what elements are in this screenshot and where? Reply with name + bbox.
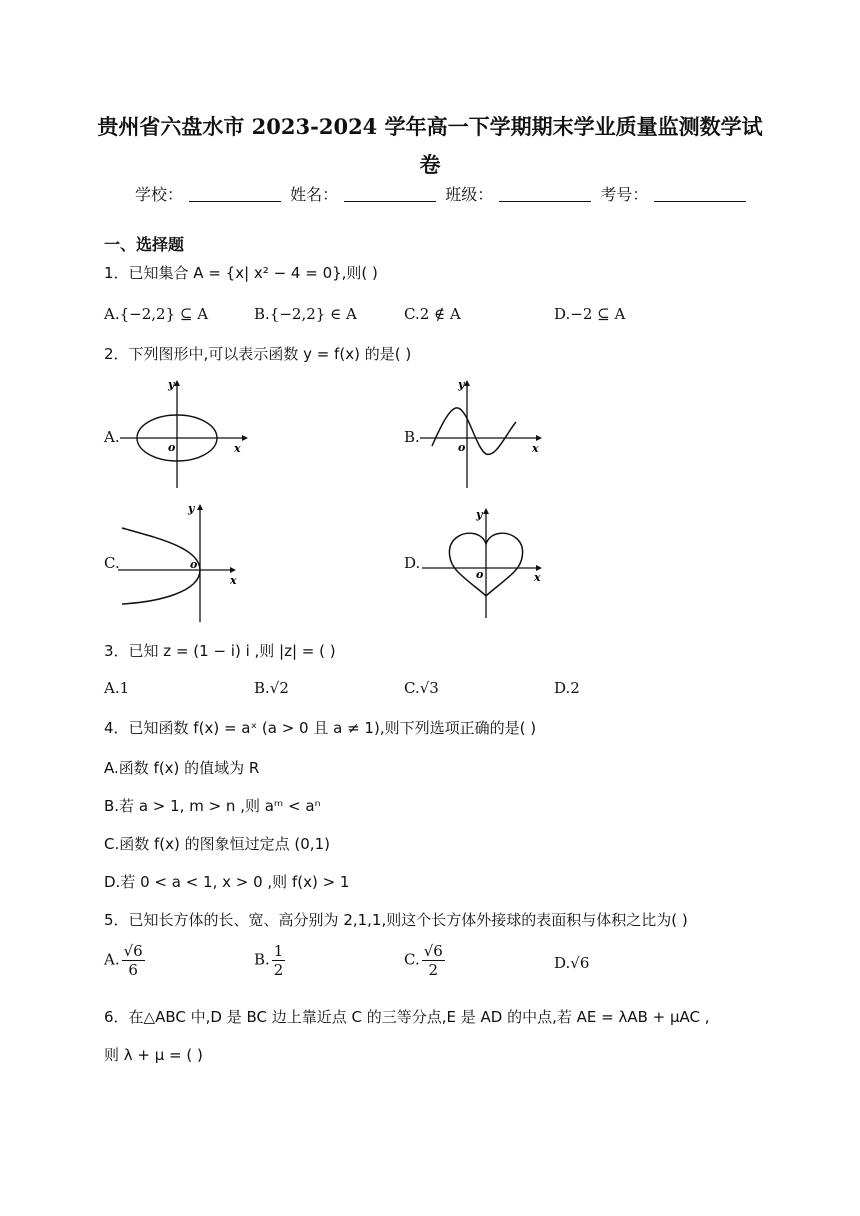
q3-stem: 3．已知 z = (1 − i) i ,则 |z| = ( ) (104, 642, 336, 660)
q6-stem-line-1: 6．在△ABC 中,D 是 BC 边上靠近点 C 的三等分点,E 是 AD 的中点,若 AE = λAB + μAC , (104, 1008, 710, 1026)
q1-option-d: D.−2 ⊆ A (554, 305, 626, 323)
name-blank[interactable] (344, 201, 436, 202)
q2-d-x-label: x (534, 571, 541, 584)
q2-graph-d-heart (422, 506, 552, 622)
q3-option-a: A.1 (104, 679, 130, 697)
info-label-school: 学校： (135, 185, 184, 204)
info-label-class: 班级： (445, 185, 494, 204)
q2-b-y-label: y (458, 378, 465, 391)
section-header: 一、选择题 (104, 235, 185, 254)
q2-c-x-label: x (230, 574, 237, 587)
q2-d-y-label: y (476, 508, 483, 521)
q2-a-x-label: x (234, 442, 241, 455)
q2-label-c: C. (104, 554, 120, 572)
q5-stem: 5．已知长方体的长、宽、高分别为 2,1,1,则这个长方体外接球的表面积与体积之比为( ) (104, 911, 688, 929)
class-blank[interactable] (499, 201, 591, 202)
q5-option-a: A. $\frac{√6}{6}$ (104, 942, 143, 979)
q2-c-y-label: y (188, 502, 195, 515)
student-info-row (135, 182, 750, 205)
q1-option-c: C.2 ∉ A (404, 305, 461, 323)
info-label-exam-number: 考号： (600, 185, 649, 204)
exam-title-line-1: 贵州省六盘水市 2023-2024 学年高一下学期期末学业质量监测数学试 (97, 114, 763, 139)
q4-stem: 4．已知函数 f(x) = aˣ (a > 0 且 a ≠ 1),则下列选项正确的是( ) (104, 719, 537, 737)
q3-option-d: D.2 (554, 679, 580, 697)
q2-d-origin: o (476, 568, 484, 581)
q1-option-a: A.{−2,2} ⊆ A (104, 305, 209, 323)
q2-graph-b-wave (420, 378, 550, 490)
q4-option-d: D.若 0 < a < 1, x > 0 ,则 f(x) > 1 (104, 873, 350, 891)
q2-b-x-label: x (532, 442, 539, 455)
q5-option-c: C. $\frac{√6}{2}$ (404, 942, 443, 979)
q6-stem-line-2: 则 λ + μ = ( ) (104, 1046, 203, 1064)
q2-a-y-label: y (168, 378, 175, 391)
q2-label-b: B. (404, 428, 420, 446)
q5-option-b: B. $\frac{1}{2}$ (254, 942, 284, 979)
q2-stem: 2．下列图形中,可以表示函数 y = f(x) 的是( ) (104, 345, 412, 363)
q4-option-c: C.函数 f(x) 的图象恒过定点 (0,1) (104, 835, 330, 853)
q2-label-a: A. (104, 428, 120, 446)
exam-number-blank[interactable] (654, 201, 746, 202)
info-label-name: 姓名： (290, 185, 339, 204)
q5-option-d: D.√6 (554, 954, 590, 972)
q2-graph-a-ellipse (120, 378, 250, 490)
q4-option-b: B.若 a > 1, m > n ,则 aᵐ < aⁿ (104, 797, 321, 815)
q4-option-a: A.函数 f(x) 的值域为 R (104, 759, 260, 777)
q2-label-d: D. (404, 554, 421, 572)
q3-option-c: C.√3 (404, 679, 439, 697)
q1-stem: 1．已知集合 A = {x| x² − 4 = 0},则( ) (104, 264, 378, 282)
exam-title (95, 108, 765, 184)
school-blank[interactable] (189, 201, 281, 202)
q2-c-origin: o (190, 558, 198, 571)
q2-graph-c-parabola (118, 500, 248, 624)
q2-b-origin: o (458, 441, 466, 454)
q3-option-b: B.√2 (254, 679, 289, 697)
q2-a-origin: o (168, 441, 176, 454)
q1-option-b: B.{−2,2} ∈ A (254, 305, 357, 323)
exam-title-line-2: 卷 (419, 152, 441, 177)
